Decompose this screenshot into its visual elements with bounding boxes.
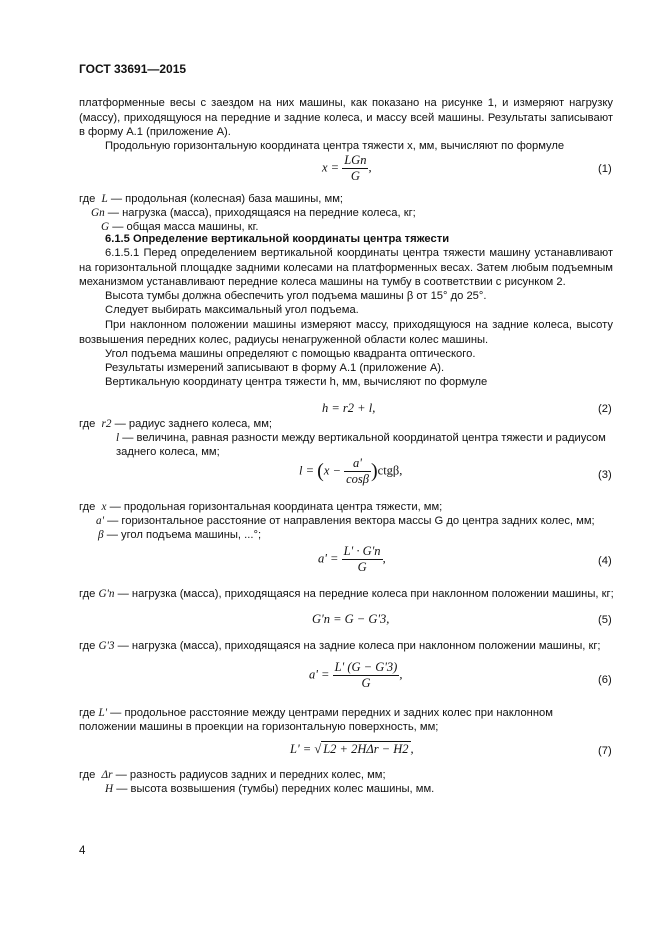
def-symbol: G'п xyxy=(98,588,115,600)
paragraph-formula-intro-x: Продольную горизонтальную координата центра тяжести x, мм, вычисляют по формуле xyxy=(105,140,565,152)
paragraph-6-1-5-1: 6.1.5.1 Перед определением вертикальной координаты центра тяжести машину устанавливают на горизонтальной площадке задними колесами на платформенных весах. Затем любым подъемным механизмом устанавливают передние колеса машины на тумбу в соответствии с рисунком 2. xyxy=(79,247,613,288)
eq6-numerator: L' (G − G'3) xyxy=(334,660,398,674)
def-row xyxy=(79,206,416,220)
def-row xyxy=(79,782,434,796)
equation-2-number: (2) xyxy=(598,403,612,415)
def-text: — горизонтальное расстояние от направления вектора массы G до центра задних колес, мм; xyxy=(107,515,595,527)
sqrt-icon: √ xyxy=(314,742,322,756)
def-text: — разность радиусов задних и передних колес, мм; xyxy=(115,769,386,781)
paragraph-max-angle: Следует выбирать максимальный угол подъема. xyxy=(105,304,359,316)
def-prefix: где xyxy=(79,640,96,652)
equation-1 xyxy=(322,153,372,184)
def-row xyxy=(79,514,595,528)
definitions-eq4 xyxy=(79,587,614,601)
eq3-numerator: a' xyxy=(344,456,371,472)
def-row xyxy=(79,706,613,734)
def-text: — радиус заднего колеса, мм; xyxy=(114,418,273,430)
equation-7 xyxy=(290,742,414,757)
def-symbol: a' xyxy=(96,515,104,527)
eq4-denominator: G xyxy=(357,560,367,574)
def-text: — величина, равная разности между вертикальной координатой центра тяжести и радиусом заднего колеса, мм; xyxy=(116,432,606,458)
def-text: — продольная горизонтальная координата центра тяжести, мм; xyxy=(109,501,443,513)
def-row xyxy=(79,528,595,542)
equation-6-number: (6) xyxy=(598,674,612,686)
def-text: — угол подъема машины, ...°; xyxy=(106,529,262,541)
eq4-lhs: a' = xyxy=(318,551,339,566)
def-symbol: G'3 xyxy=(98,640,115,652)
eq3-close-paren: ) xyxy=(370,460,378,482)
def-symbol: G xyxy=(101,221,110,233)
eq6-lhs: a' = xyxy=(309,667,330,682)
section-heading-6-1-5: 6.1.5 Определение вертикальной координаты центра тяжести xyxy=(105,233,450,245)
def-symbol: H xyxy=(105,783,114,795)
eq1-denominator: G xyxy=(350,169,360,183)
eq6-denominator: G xyxy=(361,676,371,690)
equation-4 xyxy=(318,544,386,575)
def-symbol: x xyxy=(101,501,107,513)
equation-7-number: (7) xyxy=(598,745,612,757)
equation-5: G'п = G − G'3, xyxy=(312,612,390,626)
eq4-tail: , xyxy=(382,551,386,566)
definitions-eq6 xyxy=(79,706,613,734)
paragraph-quadrant: Угол подъема машины определяют с помощью квадранта оптического. xyxy=(105,348,476,360)
equation-3 xyxy=(299,456,402,487)
def-row xyxy=(79,417,613,431)
eq6-fraction xyxy=(333,660,403,691)
eq7-tail: , xyxy=(410,742,414,756)
eq3-lhs: l = xyxy=(299,463,315,478)
eq7-radicand: L2 + 2HΔr − H2 xyxy=(323,742,409,756)
equation-1-number: (1) xyxy=(598,163,612,175)
def-text: — нагрузка (масса), приходящаяся на задние колеса при наклонном положении машины, кг; xyxy=(117,640,601,652)
equation-2: h = r2 + l, xyxy=(322,401,376,415)
eq4-numerator: L' · G'п xyxy=(343,544,381,558)
eq4-fraction xyxy=(342,544,383,575)
eq1-fraction xyxy=(342,153,368,184)
def-row xyxy=(79,192,416,206)
def-symbol: Gп xyxy=(91,207,105,219)
def-text: — нагрузка (масса), приходящаяся на передние колеса, кг; xyxy=(107,207,416,219)
def-prefix: где xyxy=(79,501,96,513)
eq7-lhs: L' = xyxy=(290,742,312,756)
definitions-eq2 xyxy=(79,417,613,459)
paragraph-formula-intro-h: Вертикальную координату центра тяжести h, мм, вычисляют по формуле xyxy=(105,376,488,388)
definitions-eq7 xyxy=(79,768,434,796)
eq3-x: x − xyxy=(323,463,341,478)
document-header: ГОСТ 33691—2015 xyxy=(79,62,187,76)
eq3-open-paren: ( xyxy=(317,460,324,482)
def-symbol: β xyxy=(98,529,104,541)
def-prefix: где xyxy=(79,707,96,719)
def-row xyxy=(79,431,613,459)
eq1-tail: , xyxy=(368,160,372,175)
def-symbol: l xyxy=(116,432,120,444)
def-row xyxy=(79,768,434,782)
paragraph-inclined-measure: При наклонном положении машины измеряют массу, приходящуюся на задние колеса, высоту возвышения передних колес, радиусы ненагруженной области колес машины. xyxy=(79,319,613,346)
eq6-tail: , xyxy=(399,667,403,682)
eq3-tail: ctgβ, xyxy=(377,463,403,478)
def-prefix: где xyxy=(79,193,96,205)
def-text: — общая масса машины, кг. xyxy=(112,221,259,233)
def-text: — высота возвышения (тумбы) передних колес машины, мм. xyxy=(116,783,435,795)
eq3-denominator: cosβ xyxy=(346,472,369,486)
def-prefix: где xyxy=(79,588,96,600)
paragraph-results: Результаты измерений записывают в форму А.1 (приложение А). xyxy=(105,362,445,374)
definitions-eq1 xyxy=(79,192,416,234)
def-prefix: где xyxy=(79,418,96,430)
equation-6 xyxy=(309,660,402,691)
def-symbol: Δr xyxy=(101,769,113,781)
page-number: 4 xyxy=(79,845,86,857)
equation-5-number: (5) xyxy=(598,614,612,626)
definitions-eq5 xyxy=(79,639,601,653)
def-symbol: L xyxy=(101,193,108,205)
definitions-eq3 xyxy=(79,500,595,542)
def-row xyxy=(79,500,595,514)
eq3-fraction xyxy=(344,456,371,487)
def-text: — продольная (колесная) база машины, мм; xyxy=(110,193,343,205)
def-symbol: r2 xyxy=(101,418,112,430)
def-symbol: L' xyxy=(98,707,108,719)
def-text: — продольное расстояние между центрами передних и задних колес при наклонном положении машины в проекции на горизонтальную поверхность, мм; xyxy=(79,707,553,733)
equation-4-number: (4) xyxy=(598,555,612,567)
paragraph-beta-range: Высота тумбы должна обеспечить угол подъема машины β от 15° до 25°. xyxy=(105,290,487,302)
paragraph-intro: платформенные весы с заездом на них машины, как показано на рисунке 1, и измеряют нагрузку (массу), приходящуюся на передние и задние колеса, и массу всей машины. Результаты записывают в форму А.1 (приложение А). xyxy=(79,97,613,138)
eq1-lhs: x = xyxy=(322,160,340,175)
eq1-numerator: LGп xyxy=(344,153,367,167)
equation-3-number: (3) xyxy=(598,469,612,481)
def-text: — нагрузка (масса), приходящаяся на передние колеса при наклонном положении машины, кг; xyxy=(117,588,614,600)
def-prefix: где xyxy=(79,769,96,781)
